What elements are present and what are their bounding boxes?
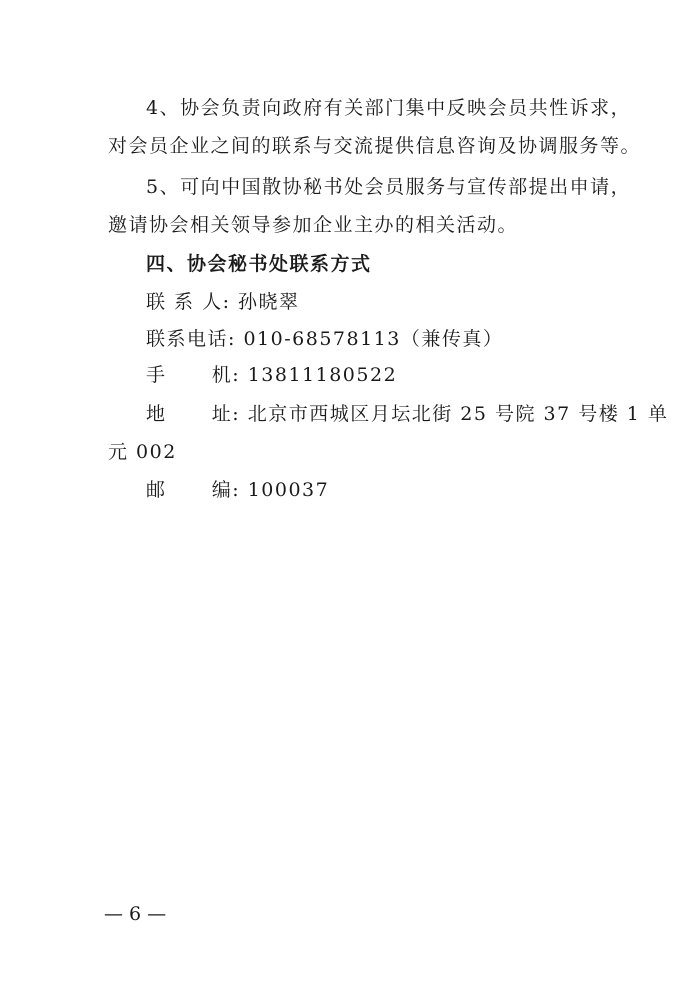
- contact-address-value-line-1: 北京市西城区月坛北街 25 号院 37 号楼 1 单: [247, 403, 669, 425]
- contact-phone-label: 联系电话:: [146, 328, 236, 350]
- contact-mobile-row: [146, 363, 397, 387]
- contact-postcode-label: 邮 编:: [146, 479, 241, 501]
- paragraph-5-line-1: 5、可向中国散协秘书处会员服务与宣传部提出申请，: [146, 176, 632, 198]
- page-number: — 6 —: [104, 903, 167, 925]
- contact-address-row: [146, 402, 668, 426]
- contact-phone-row: [146, 327, 503, 351]
- section-heading: 四、协会秘书处联系方式: [146, 253, 372, 275]
- contact-person-value: 孙晓翠: [238, 291, 300, 313]
- paragraph-4-line-2: 对会员企业之间的联系与交流提供信息咨询及协调服务等。: [108, 135, 642, 157]
- contact-person-label: 联 系 人:: [146, 291, 231, 313]
- paragraph-5-line-2: 邀请协会相关领导参加企业主办的相关活动。: [108, 214, 519, 236]
- paragraph-4-line-1: 4、协会负责向政府有关部门集中反映会员共性诉求，: [146, 97, 632, 119]
- contact-mobile-label: 手 机:: [146, 364, 241, 386]
- contact-address-label: 地 址:: [146, 403, 241, 425]
- contact-address-value-line-2: 元 002: [108, 441, 177, 463]
- contact-postcode-value: 100037: [247, 479, 330, 501]
- contact-phone-value: 010-68578113（兼传真）: [243, 328, 504, 350]
- contact-postcode-row: [146, 478, 329, 502]
- contact-mobile-value: 13811180522: [247, 364, 398, 386]
- contact-person-row: [146, 290, 300, 314]
